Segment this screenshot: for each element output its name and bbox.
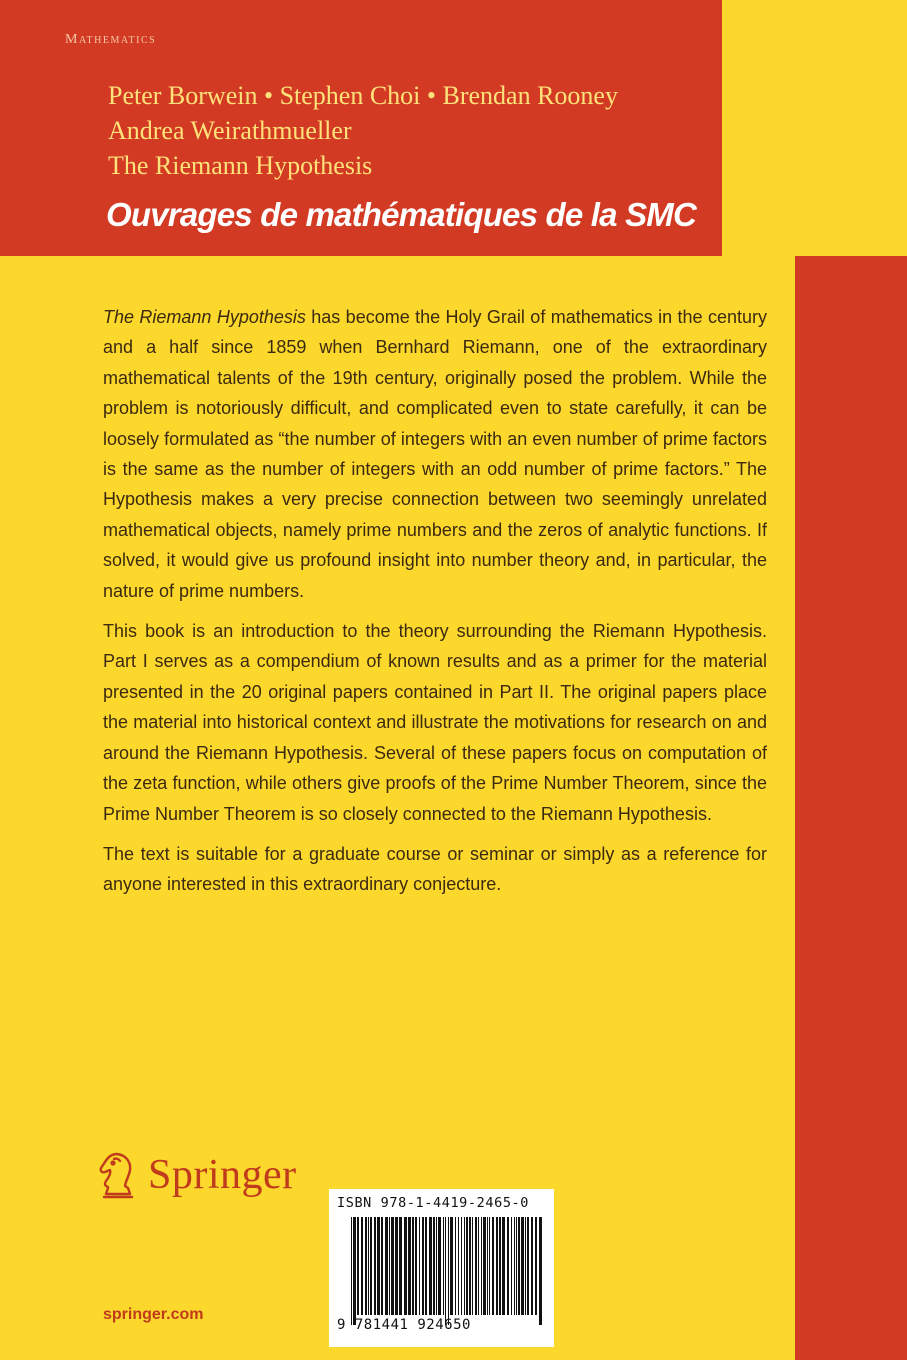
barcode-bar: [368, 1217, 369, 1315]
barcode-bar: [395, 1217, 398, 1315]
blurb-paragraph-1-text: has become the Holy Grail of mathematics in the century and a half since 1859 when Bernhard Riemann, one of the extraordinary mathematical talents of the 19th century, originally posed the problem. While the problem is notoriously difficult, and complicated even to state carefully, it can be loosely formulated as “the number of integers with an even number of prime factors is the same as the number of integers with an odd number of prime factors.” The Hypothesis makes a very precise connection between two seemingly unrelated mathematical objects, namely prime numbers and the zeros of analytic functions. If solved, it would give us profound insight into number theory and, in particular, the nature of prime numbers.: [103, 307, 767, 601]
barcode-bars: [349, 1217, 545, 1325]
barcode-bar: [365, 1217, 367, 1315]
barcode-bar: [466, 1217, 468, 1315]
barcode-bar: [483, 1217, 486, 1315]
barcode-bar: [535, 1217, 537, 1315]
blurb-paragraph-3: The text is suitable for a graduate course or seminar or simply as a reference for anyone interested in this extraordinary conjecture.: [103, 843, 767, 895]
barcode-bar: [353, 1217, 356, 1325]
yellow-corner-block: [722, 0, 907, 183]
barcode-bar: [458, 1217, 459, 1315]
barcode-bar: [422, 1217, 424, 1315]
blurb-book-title-italic: The Riemann Hypothesis: [103, 307, 306, 327]
barcode-bar: [472, 1217, 473, 1315]
barcode-bar: [450, 1217, 453, 1315]
blurb-paragraph-1: [103, 302, 767, 606]
barcode-bar: [419, 1217, 420, 1315]
barcode-bar: [478, 1217, 479, 1315]
barcode-bar: [507, 1217, 509, 1315]
authors-line-1: Peter Borwein • Stephen Choi • Brendan Rooney: [108, 81, 618, 110]
barcode-bar: [448, 1217, 449, 1325]
barcode-bar: [525, 1217, 526, 1315]
barcode-bar: [461, 1217, 462, 1315]
book-title: The Riemann Hypothesis: [108, 151, 373, 180]
series-label: Mathematics: [65, 32, 157, 47]
springer-logo: [96, 1150, 297, 1200]
barcode-bar: [404, 1217, 407, 1315]
barcode-bar: [502, 1217, 505, 1315]
back-cover-blurb: [103, 302, 767, 910]
barcode-bar: [436, 1217, 437, 1315]
barcode-bar: [481, 1217, 482, 1315]
authors-line-2: Andrea Weirathmueller: [108, 116, 352, 145]
barcode-panel: [329, 1189, 554, 1347]
barcode-bar: [377, 1217, 380, 1315]
right-red-band: [795, 256, 907, 1360]
barcode-bar: [464, 1217, 465, 1315]
barcode-bar: [381, 1217, 383, 1315]
barcode-bar: [361, 1217, 363, 1315]
springer-wordmark: Springer: [148, 1152, 297, 1198]
barcode-bar: [527, 1217, 529, 1315]
publisher-website: springer.com: [103, 1306, 204, 1323]
barcode-bar: [487, 1217, 488, 1315]
barcode-bar: [496, 1217, 498, 1315]
barcode-bar: [539, 1217, 542, 1325]
barcode-bar: [351, 1217, 352, 1325]
blurb-paragraph-2: This book is an introduction to the theory surrounding the Riemann Hypothesis. Part I serves as a compendium of known results and as a primer for the material presented in the 20 original papers contained in Part II. The original papers place the material into historical context and illustrate the motivations for research on and around the Riemann Hypothesis. Several of these papers focus on computation of the zeta function, while others give proofs of the Prime Number Theorem, since the Prime Number Theorem is so closely connected to the Riemann Hypothesis.: [103, 621, 767, 824]
barcode-bar: [531, 1217, 533, 1315]
barcode-bar: [455, 1217, 456, 1315]
barcode-bar: [385, 1217, 388, 1315]
ean-digits: 9 781441 924650: [337, 1317, 471, 1333]
authors-block: [108, 78, 618, 183]
barcode-bar: [399, 1217, 402, 1315]
barcode-bar: [469, 1217, 471, 1315]
barcode-bar: [412, 1217, 414, 1315]
barcode-bar: [499, 1217, 501, 1315]
barcode-bar: [415, 1217, 417, 1315]
barcode-bar: [370, 1217, 372, 1315]
barcode-bar: [516, 1217, 517, 1315]
barcode-bar: [374, 1217, 376, 1315]
barcode-bar: [443, 1217, 444, 1315]
barcode-bar: [492, 1217, 494, 1315]
barcode-bar: [521, 1217, 524, 1315]
barcode-bar: [391, 1217, 394, 1315]
knight-chess-piece-icon: [96, 1150, 140, 1200]
barcode-bar: [475, 1217, 477, 1315]
barcode-bar: [429, 1217, 432, 1315]
barcode-bar: [445, 1217, 446, 1325]
isbn-label: ISBN 978-1-4419-2465-0: [337, 1195, 530, 1211]
barcode-bar: [514, 1217, 515, 1315]
barcode-bar: [518, 1217, 520, 1315]
barcode-bar: [357, 1217, 359, 1315]
barcode-bar: [511, 1217, 512, 1315]
barcode-bar: [438, 1217, 441, 1315]
barcode-bar: [425, 1217, 427, 1315]
series-title: Ouvrages de mathématiques de la SMC: [106, 196, 697, 233]
barcode-bar: [389, 1217, 390, 1315]
barcode-bar: [408, 1217, 411, 1315]
barcode-bar: [489, 1217, 490, 1315]
barcode-bar: [433, 1217, 435, 1315]
